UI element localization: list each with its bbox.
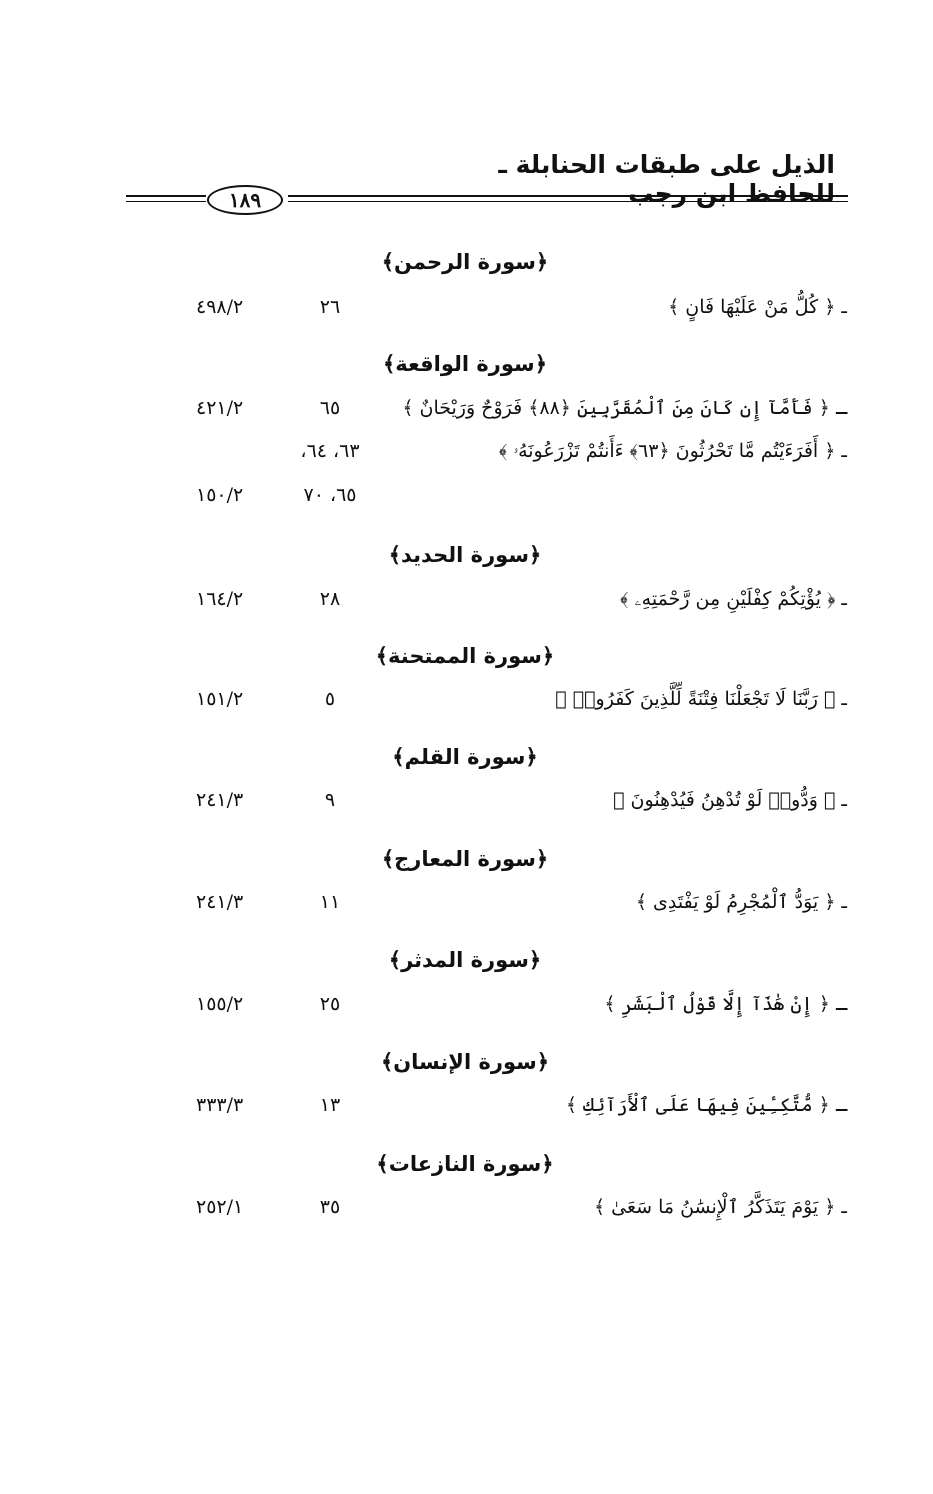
page-running-title: الذيل على طبقات الحنابلة ـ للحافظ ابن رجب: [498, 150, 835, 208]
ayah-text: ـ ﴿ أَفَرَءَيْتُم مَّا تَحْرُثُونَ ﴿٦٣﴾ ءَأَنتُمْ تَزْرَعُونَهُۥ ﴾: [498, 440, 847, 462]
ayah-number: ٢٨: [319, 588, 341, 610]
ayah-number: ٦٥: [319, 397, 341, 419]
ayah-text: ـ ﴿ كُلُّ مَنْ عَلَيْهَا فَانٍ ﴾: [668, 296, 847, 318]
surah-heading: ﴿سورة النازعات﴾: [376, 1152, 554, 1176]
surah-heading: ﴿سورة القلم﴾: [392, 745, 538, 769]
surah-heading: ﴿سورة الممتحنة﴾: [375, 644, 555, 668]
surah-heading: ﴿سورة المعارج﴾: [381, 847, 549, 871]
ayah-number: ٢٦: [319, 296, 341, 318]
ayah-number: ١١: [319, 891, 341, 913]
page-reference: ٤٢١/٢: [196, 397, 244, 419]
ayah-text: ـ ﴿ يُؤْتِكُمْ كِفْلَيْنِ مِن رَّحْمَتِهِۦ ﴾: [620, 588, 847, 610]
ayah-number: ٦٣، ٦٤،: [300, 440, 360, 462]
surah-heading: ﴿سورة الواقعة﴾: [382, 352, 547, 376]
page-reference: ٢٤١/٣: [196, 891, 244, 913]
ayah-text: ـ ﴿ وَدُّوا۟ لَوْ تُدْهِنُ فَيُدْهِنُونَ ﴾: [613, 789, 847, 811]
surah-heading: ﴿سورة المدثر﴾: [388, 948, 542, 972]
ayah-number: ٩: [324, 789, 336, 811]
ayah-text: ـ ﴿ يَوَدُّ ٱلْمُجْرِمُ لَوْ يَفْتَدِى ﴾: [635, 891, 847, 913]
page-reference: ١٥١/٢: [196, 688, 244, 710]
page-reference: ٢٤١/٣: [196, 789, 244, 811]
header-rule-left-top: [126, 195, 206, 197]
page-number: ١٨٩: [207, 185, 283, 215]
ayah-text: ـ ﴿ مُّتَّكِـِٔينَ فِيهَا عَلَى ٱلْأَرَآئِكِ ﴾: [565, 1094, 847, 1116]
header-rule-top: [288, 195, 848, 197]
ayah-number: ٢٥: [319, 993, 341, 1015]
ayah-number: ٣٥: [319, 1196, 341, 1218]
page-reference: ١٥٥/٢: [196, 993, 244, 1015]
surah-heading: ﴿سورة الإنسان﴾: [380, 1050, 550, 1074]
surah-heading: ﴿سورة الرحمن﴾: [381, 250, 549, 274]
ayah-number: ١٣: [319, 1094, 341, 1116]
page-reference: ١٥٠/٢: [196, 484, 244, 506]
ayah-number: ٦٥، ٧٠: [303, 484, 357, 506]
page-reference: ٣٣٣/٣: [196, 1094, 244, 1116]
ayah-text: ـ ﴿ يَوْمَ يَتَذَكَّرُ ٱلْإِنسَٰنُ مَا سَعَىٰ ﴾: [593, 1196, 847, 1218]
ayah-text: ـ ﴿ فَأَمَّآ إِن كَانَ مِنَ ٱلْمُقَرَّبِينَ ﴿٨٨﴾ فَرَوْحٌ وَرَيْحَانٌ ﴾: [402, 397, 847, 419]
ayah-text: ـ ﴿ رَبَّنَا لَا تَجْعَلْنَا فِتْنَةً لِّلَّذِينَ كَفَرُوا۟ ﴾: [555, 688, 847, 710]
page-reference: ٢٥٢/١: [196, 1196, 244, 1218]
header-rule-bottom: [288, 201, 848, 202]
header-rule-left-bottom: [126, 201, 206, 202]
surah-heading: ﴿سورة الحديد﴾: [388, 543, 542, 567]
page-reference: ٤٩٨/٢: [196, 296, 244, 318]
page-reference: ١٦٤/٢: [196, 588, 244, 610]
ayah-text: ـ ﴿ إِنْ هَٰذَآ إِلَّا قَوْلُ ٱلْبَشَرِ ﴾: [604, 993, 847, 1015]
ayah-number: ٥: [324, 688, 336, 710]
